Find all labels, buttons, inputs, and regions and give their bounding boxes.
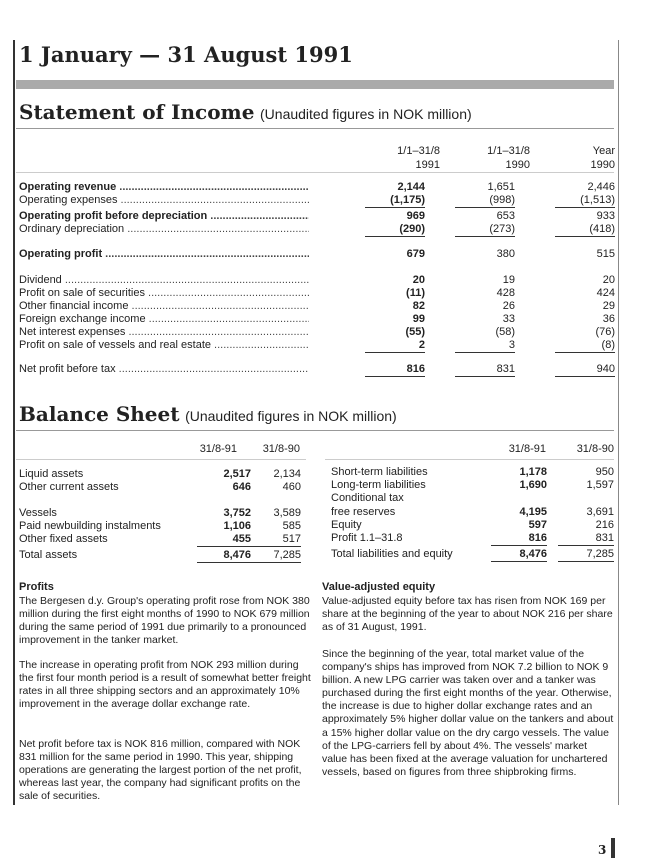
value-1990: 7,285 bbox=[558, 548, 614, 562]
balance-title: Balance Sheet bbox=[19, 402, 180, 426]
value-1991: 3,752 bbox=[223, 507, 251, 519]
value-year-1990: 2,446 bbox=[587, 181, 615, 193]
profits-heading: Profits bbox=[19, 581, 54, 593]
value-1990: 33 bbox=[502, 313, 515, 325]
row-label: Other current assets bbox=[19, 481, 119, 493]
income-row bbox=[19, 181, 615, 194]
bs-left-col-1-header: 31/8-91 bbox=[199, 443, 237, 455]
value-1990: 653 bbox=[496, 210, 515, 222]
bs-right-col-2-header: 31/8-90 bbox=[576, 443, 614, 455]
right-margin-rule bbox=[618, 40, 619, 805]
value-1991: 679 bbox=[406, 248, 425, 260]
income-row bbox=[19, 287, 615, 300]
value-year-1990: (76) bbox=[595, 326, 615, 338]
page-number: 3 bbox=[598, 843, 607, 857]
value-1991: 4,195 bbox=[519, 506, 547, 518]
value-year-1990: 424 bbox=[596, 287, 615, 299]
equity-paragraph-1: Value-adjusted equity before tax has risen from NOK 169 per share at the beginning of the year to about NOK 216 per share as of 31 August, 1991. bbox=[322, 595, 613, 634]
profits-paragraph-1: The Bergesen d.y. Group's operating profit rose from NOK 380 million during the first eight months of 1990 to NOK 679 million during the same period of 1991 due primarily to a pronounced improvement in the tanker market. bbox=[19, 595, 310, 647]
divider-rule bbox=[16, 128, 614, 129]
value-1991: 816 bbox=[365, 363, 425, 377]
row-label: Other fixed assets bbox=[19, 533, 108, 545]
value-1991: 1,106 bbox=[223, 520, 251, 532]
row-label: Net profit before tax ..... bbox=[19, 363, 309, 376]
row-label: Vessels bbox=[19, 507, 57, 519]
value-1991: 1,178 bbox=[519, 466, 547, 478]
value-1991: 597 bbox=[528, 519, 547, 531]
row-label: Conditional tax bbox=[331, 492, 404, 504]
row-label: Operating revenue ..... bbox=[19, 181, 309, 194]
row-label: Paid newbuilding instalments bbox=[19, 520, 161, 532]
value-year-1990: 20 bbox=[602, 274, 615, 286]
value-1990: 216 bbox=[595, 519, 614, 531]
income-col-2-header bbox=[470, 144, 530, 172]
value-1990: (58) bbox=[495, 326, 515, 338]
value-1990: 1,651 bbox=[487, 181, 515, 193]
value-1990: 380 bbox=[496, 248, 515, 260]
value-1990: 950 bbox=[595, 466, 614, 478]
balance-section-title bbox=[19, 402, 397, 427]
value-1990: 517 bbox=[247, 533, 301, 547]
value-1991: (1,175) bbox=[365, 194, 425, 208]
value-1990: 585 bbox=[282, 520, 301, 532]
col-header-line: 1991 bbox=[415, 159, 440, 171]
income-section-title bbox=[19, 100, 472, 125]
divider-rule bbox=[325, 459, 614, 460]
row-label: Profit on sale of vessels and real estate ..... bbox=[19, 339, 309, 352]
row-label: Dividend ..... bbox=[19, 274, 309, 287]
value-year-1990: (8) bbox=[555, 339, 615, 353]
bs-left-col-2-header: 31/8-90 bbox=[262, 443, 300, 455]
bs-right-row bbox=[331, 479, 614, 492]
row-label: Other financial income ..... bbox=[19, 300, 309, 313]
value-1990: (998) bbox=[455, 194, 515, 208]
equity-heading: Value-adjusted equity bbox=[322, 581, 436, 593]
row-label: Short-term liabilities bbox=[331, 466, 428, 478]
income-row bbox=[19, 248, 615, 261]
bs-left-row bbox=[19, 507, 301, 520]
value-1991: 455 bbox=[197, 533, 251, 547]
col-header-line: 1/1–31/8 bbox=[487, 145, 530, 157]
col-header-line: 1990 bbox=[505, 159, 530, 171]
row-label: Profit 1.1–31.8 bbox=[331, 532, 403, 544]
value-1990: 26 bbox=[502, 300, 515, 312]
value-1991: (290) bbox=[365, 223, 425, 237]
income-row bbox=[19, 194, 615, 207]
bs-left-row bbox=[19, 549, 301, 562]
balance-subtitle: (Unaudited figures in NOK million) bbox=[185, 408, 397, 424]
row-label: Operating profit ..... bbox=[19, 248, 309, 261]
row-label: Operating profit before depreciation ..... bbox=[19, 210, 309, 223]
value-1991: 8,476 bbox=[197, 549, 251, 563]
value-1991: 969 bbox=[406, 210, 425, 222]
value-1990: 19 bbox=[502, 274, 515, 286]
income-row bbox=[19, 326, 615, 339]
bs-right-row bbox=[331, 519, 614, 532]
value-1990: 1,597 bbox=[586, 479, 614, 491]
value-year-1990: 29 bbox=[602, 300, 615, 312]
value-1990: 831 bbox=[455, 363, 515, 377]
value-1991: 82 bbox=[412, 300, 425, 312]
row-label: Total liabilities and equity bbox=[331, 548, 453, 560]
income-col-1-header bbox=[380, 144, 440, 172]
value-1990: 831 bbox=[558, 532, 614, 546]
income-row bbox=[19, 274, 615, 287]
income-row bbox=[19, 363, 615, 376]
value-year-1990: 933 bbox=[596, 210, 615, 222]
row-label: free reserves bbox=[331, 506, 396, 518]
row-label: Long-term liabilities bbox=[331, 479, 426, 491]
value-1990: 3,589 bbox=[273, 507, 301, 519]
value-1990: 2,134 bbox=[273, 468, 301, 480]
value-year-1990: (1,513) bbox=[555, 194, 615, 208]
page-title: 1 January — 31 August 1991 bbox=[19, 42, 353, 67]
row-label: Foreign exchange income ..... bbox=[19, 313, 309, 326]
row-label: Ordinary depreciation ..... bbox=[19, 223, 309, 236]
divider-rule bbox=[16, 172, 614, 173]
value-1991: (11) bbox=[406, 287, 425, 299]
value-year-1990: 36 bbox=[602, 313, 615, 325]
income-row bbox=[19, 313, 615, 326]
income-subtitle: (Unaudited figures in NOK million) bbox=[260, 106, 472, 122]
bs-left-row bbox=[19, 520, 301, 533]
value-1991: 2,144 bbox=[397, 181, 425, 193]
left-margin-rule bbox=[13, 40, 15, 805]
value-1990: 7,285 bbox=[247, 549, 301, 563]
value-1990: 428 bbox=[496, 287, 515, 299]
row-label: Net interest expenses ..... bbox=[19, 326, 309, 339]
page-number-bar bbox=[611, 838, 615, 858]
value-1991: (55) bbox=[405, 326, 425, 338]
row-label: Profit on sale of securities ..... bbox=[19, 287, 309, 300]
bs-right-row bbox=[331, 532, 614, 545]
bs-left-row bbox=[19, 468, 301, 481]
value-1991: 8,476 bbox=[491, 548, 547, 562]
value-1991: 816 bbox=[491, 532, 547, 546]
bs-left-row bbox=[19, 481, 301, 494]
col-header-line: 1990 bbox=[590, 159, 615, 171]
value-1990: 3,691 bbox=[586, 506, 614, 518]
value-1991: 2 bbox=[365, 339, 425, 353]
equity-paragraph-2: Since the beginning of the year, total market value of the company's ships has improved from NOK 7.2 billion to NOK 9 billion. A new LPG carrier was taken over and a tanker was purchased during the first eight months of the year. Otherwise, the increase is due to higher dollar exchange rates and an approximately 5% higher dollar value on the tankers and about a 15% higher dollar value on the dry cargo vessels. The value of the LPG-carriers fell by about 4%. The vessels' market value has been fixed at the average valuation for unchartered vessels, based on figures from three shipbroking firms. bbox=[322, 648, 614, 778]
row-label: Equity bbox=[331, 519, 362, 531]
divider-rule bbox=[16, 430, 614, 431]
income-row bbox=[19, 210, 615, 223]
divider-rule bbox=[16, 459, 306, 460]
income-row bbox=[19, 300, 615, 313]
value-1990: 3 bbox=[455, 339, 515, 353]
bs-right-row bbox=[331, 492, 614, 505]
income-row bbox=[19, 339, 615, 352]
income-row bbox=[19, 223, 615, 236]
bs-right-row bbox=[331, 506, 614, 519]
bs-left-row bbox=[19, 533, 301, 546]
income-col-3-header bbox=[555, 144, 615, 172]
row-label: Liquid assets bbox=[19, 468, 84, 480]
income-title: Statement of Income bbox=[19, 100, 255, 124]
value-1990: (273) bbox=[455, 223, 515, 237]
col-header-line: 1/1–31/8 bbox=[397, 145, 440, 157]
value-1990: 460 bbox=[282, 481, 301, 493]
profits-paragraph-2: The increase in operating profit from NOK 293 million during the first four month period is a result of somewhat better freight rates in all three shipping sectors and an approximately 10% improvement in the average dollar exchange rate. bbox=[19, 659, 311, 711]
row-label: Operating expenses ..... bbox=[19, 194, 309, 207]
value-1991: 646 bbox=[232, 481, 251, 493]
value-1991: 20 bbox=[412, 274, 425, 286]
value-1991: 1,690 bbox=[519, 479, 547, 491]
value-year-1990: (418) bbox=[555, 223, 615, 237]
value-year-1990: 515 bbox=[596, 248, 615, 260]
profits-paragraph-3: Net profit before tax is NOK 816 million, compared with NOK 831 million for the same period in 1990. This year, shipping operations are generating the largest portion of the net profit, whereas last year, the company had significant profits on the sale of securities. bbox=[19, 738, 302, 803]
col-header-line: Year bbox=[592, 145, 615, 157]
value-1991: 99 bbox=[412, 313, 425, 325]
bs-right-row bbox=[331, 548, 614, 561]
bs-right-row bbox=[331, 466, 614, 479]
value-1991: 2,517 bbox=[223, 468, 251, 480]
divider-bar bbox=[16, 80, 614, 89]
value-year-1990: 940 bbox=[555, 363, 615, 377]
row-label: Total assets bbox=[19, 549, 78, 561]
bs-right-col-1-header: 31/8-91 bbox=[508, 443, 546, 455]
